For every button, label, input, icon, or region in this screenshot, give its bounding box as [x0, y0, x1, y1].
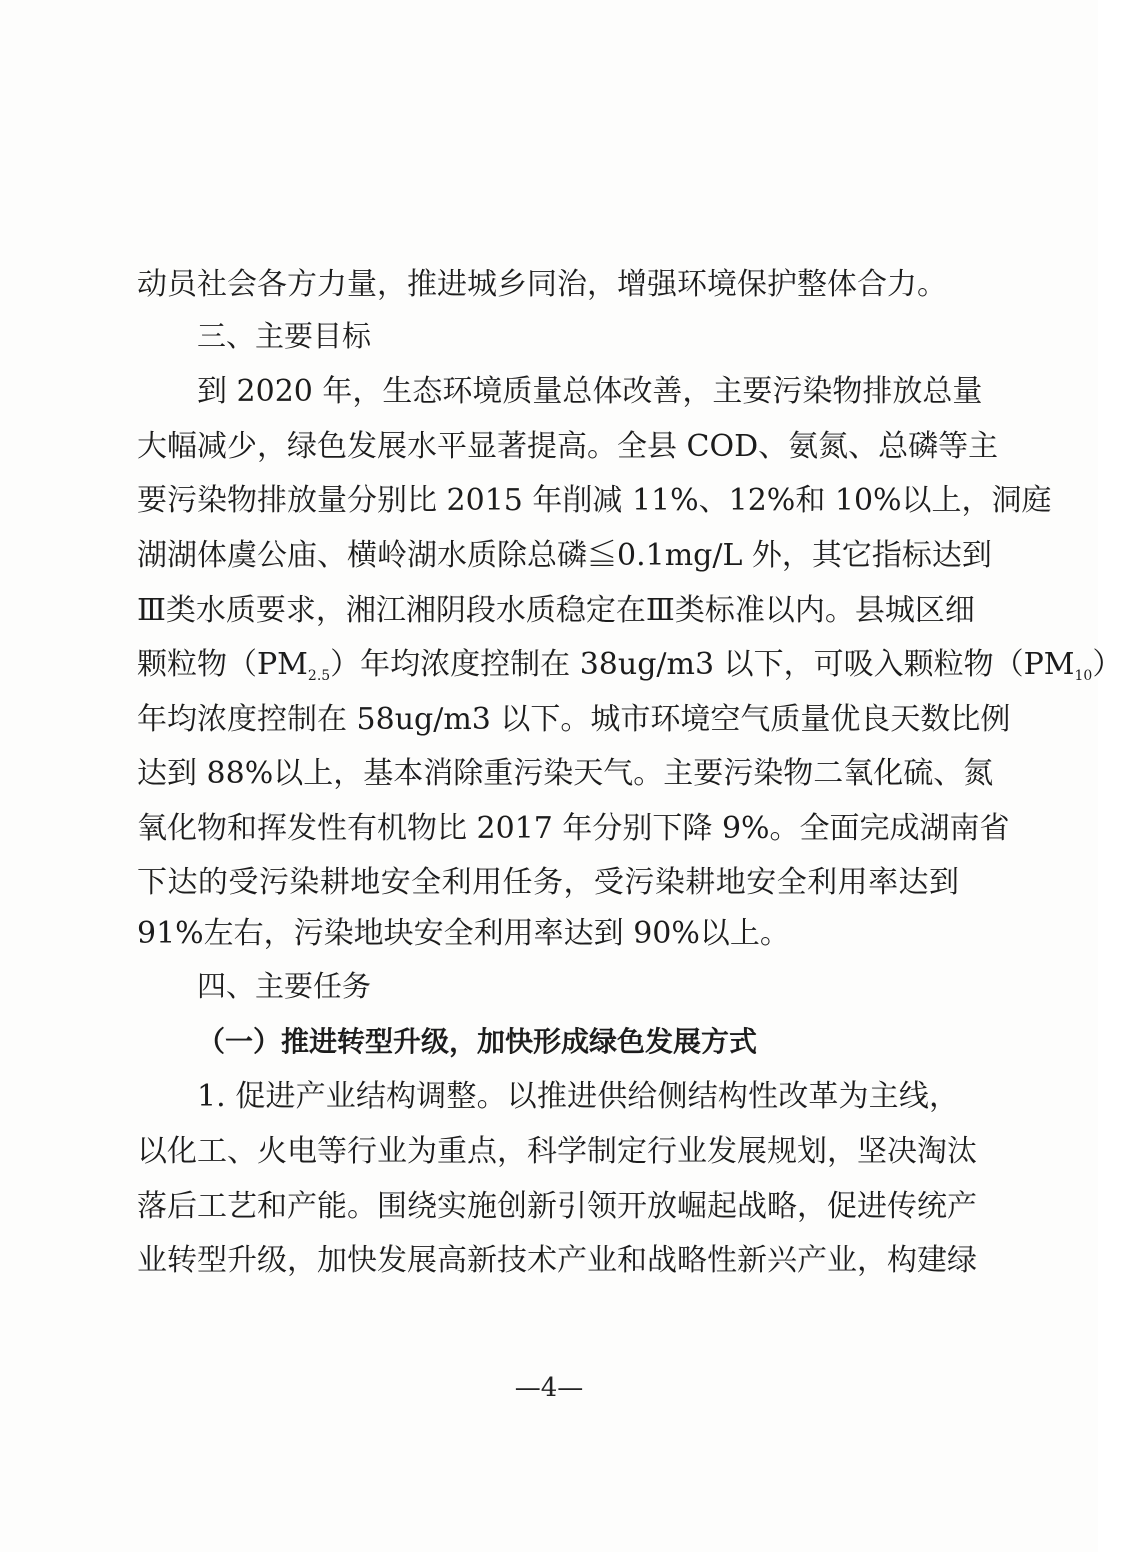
text-line: 以化工、火电等行业为重点，科学制定行业发展规划，坚决淘汰 — [137, 1134, 977, 1169]
text-line: 达到 88%以上，基本消除重污染天气。主要污染物二氧化硫、氮 — [137, 756, 994, 791]
text-line: 91%左右，污染地块安全利用率达到 90%以上。 — [137, 916, 790, 951]
text-fragment: ）年均浓度控制在 38ug/m3 以下，可吸入颗粒物（PM — [330, 647, 1075, 682]
text-fragment: 颗粒物（PM — [137, 647, 308, 682]
section-heading-main-tasks: 四、主要任务 — [197, 969, 372, 1003]
text-line-pm — [137, 645, 1122, 685]
text-line: 年均浓度控制在 58ug/m3 以下。城市环境空气质量优良天数比例 — [137, 702, 1011, 737]
text-line: 湖湖体虞公庙、横岭湖水质除总磷≦0.1mg/L 外，其它指标达到 — [137, 538, 992, 573]
text-line: 要污染物排放量分别比 2015 年削减 11%、12%和 10%以上，洞庭 — [137, 483, 1052, 518]
text-line: 下达的受污染耕地安全利用任务，受污染耕地安全利用率达到 — [137, 865, 959, 900]
text-line: 到 2020 年，生态环境质量总体改善，主要污染物排放总量 — [197, 374, 983, 409]
text-line: 氧化物和挥发性有机物比 2017 年分别下降 9%。全面完成湖南省 — [137, 811, 1010, 846]
text-fragment: ） — [1092, 647, 1122, 682]
subscript-pm10: 10 — [1074, 668, 1093, 684]
text-line: 大幅减少，绿色发展水平显著提高。全县 COD、氨氮、总磷等主 — [137, 429, 999, 464]
subsection-heading-green-development: （一）推进转型升级，加快形成绿色发展方式 — [197, 1025, 758, 1058]
section-heading-main-goals: 三、主要目标 — [197, 319, 372, 353]
subscript-pm25: 2.5 — [307, 668, 331, 684]
text-line: 业转型升级，加快发展高新技术产业和战略性新兴产业，构建绿 — [137, 1243, 977, 1278]
text-line: 落后工艺和产能。围绕实施创新引领开放崛起战略，促进传统产 — [137, 1189, 977, 1224]
text-line: 1. 促进产业结构调整。以推进供给侧结构性改革为主线， — [197, 1079, 959, 1114]
paragraph-continued: 动员社会各方力量，推进城乡同治，增强环境保护整体合力。 — [137, 267, 947, 302]
page-number: —4— — [514, 1373, 584, 1403]
text-line: Ⅲ类水质要求，湘江湘阴段水质稳定在Ⅲ类标准以内。县城区细 — [137, 593, 975, 628]
